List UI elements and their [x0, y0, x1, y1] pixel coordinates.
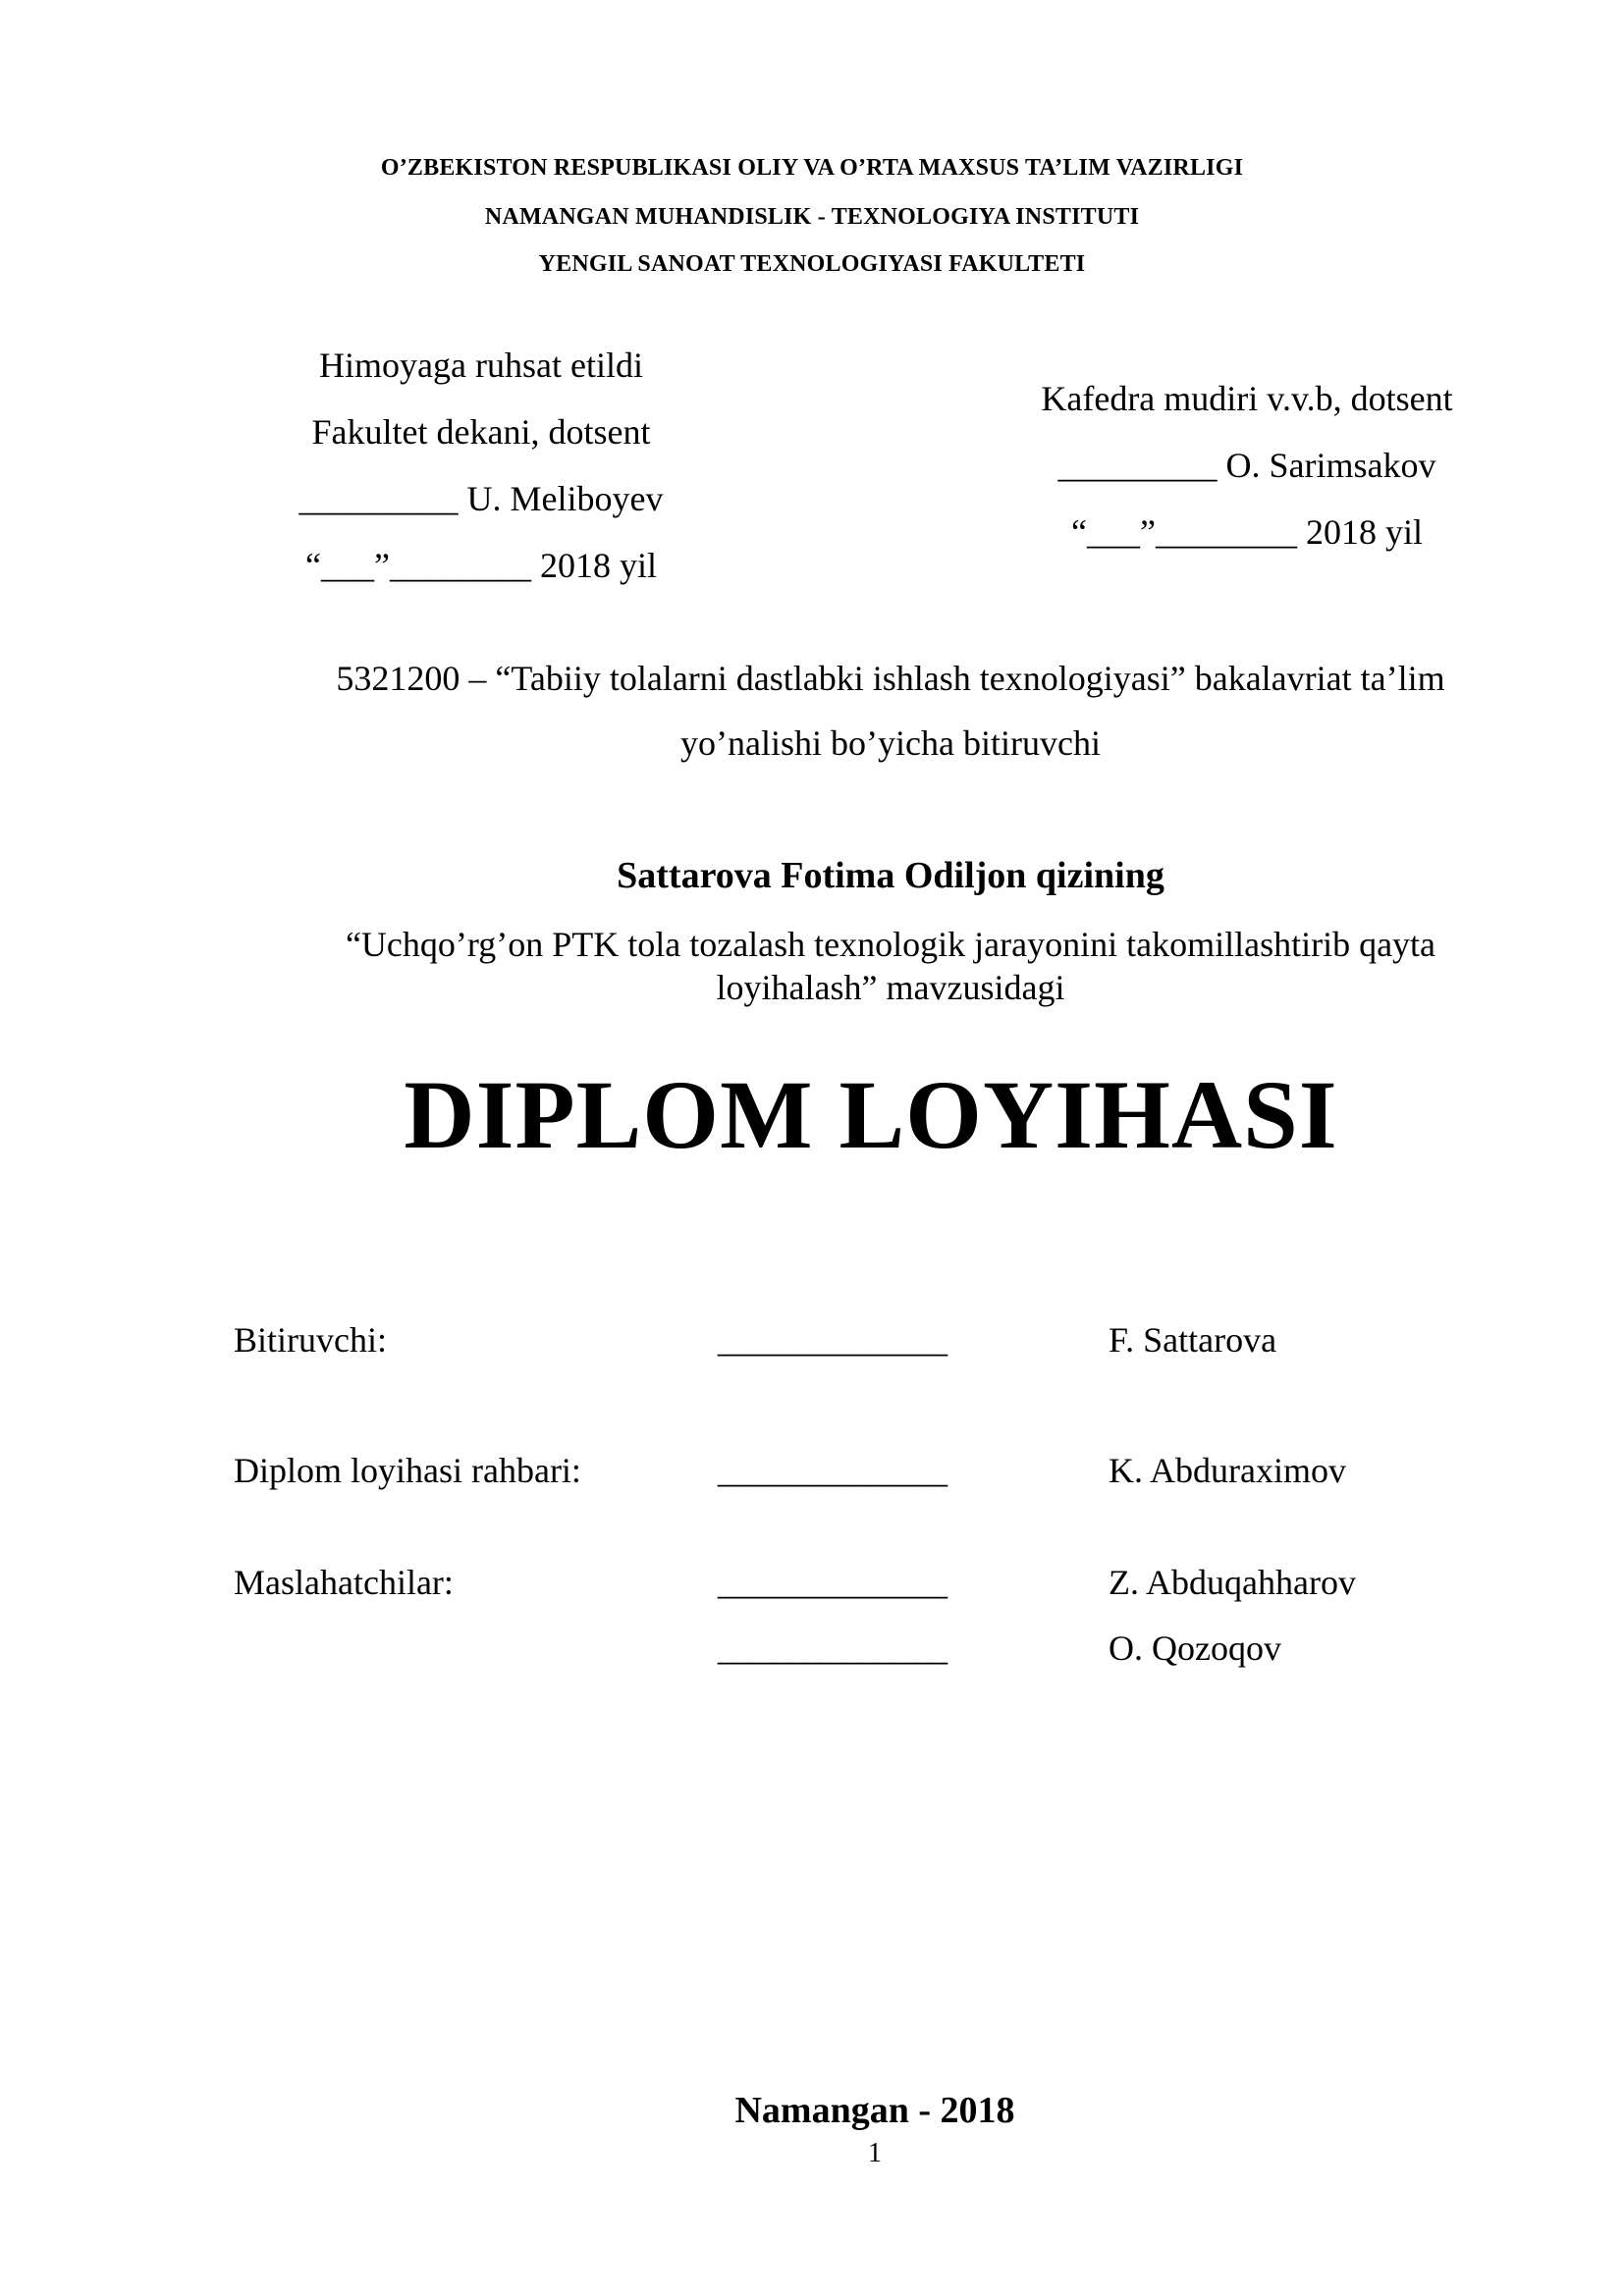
approval-right-line: Kafedra mudiri v.v.b, dotsent [1041, 379, 1453, 418]
approval-left-line: “___”________ 2018 yil [305, 546, 657, 585]
student-name: Sattarova Fotima Odiljon qizining [617, 855, 1164, 896]
institute-heading: NAMANGAN MUHANDISLIK - TEXNOLOGIYA INSTITUTI [484, 204, 1140, 230]
topic-line-2: loyihalash” mavzusidagi [716, 968, 1065, 1007]
signature-name: K. Abduraximov [1109, 1451, 1346, 1490]
specialty-line-1: 5321200 – “Tabiiy tolalarni dastlabki ishlash texnologiyasi” bakalavriat ta’lim [336, 659, 1445, 698]
signature-line: _____________ [718, 1320, 947, 1360]
document-title: DIPLOM LOYIHASI [404, 1060, 1338, 1169]
signature-label: Bitiruvchi: [234, 1320, 387, 1360]
topic-line-1: “Uchqo’rg’on PTK tola tozalash texnologik jarayonini takomillashtirib qayta [345, 925, 1436, 964]
signature-line: _____________ [718, 1563, 947, 1602]
approval-right-block [982, 365, 1512, 565]
specialty-line-2: yo’nalishi bo’yicha bitiruvchi [680, 723, 1101, 763]
approval-right-line: “___”________ 2018 yil [1071, 512, 1423, 552]
ministry-heading: O’ZBEKISTON RESPUBLIKASI OLIY VA O’RTA MAXSUS TA’LIM VAZIRLIGI [380, 155, 1244, 181]
footer-city-year: Namangan - 2018 [734, 2090, 1015, 2131]
signature-label: Diplom loyihasi rahbari: [234, 1451, 581, 1490]
page-number: 1 [868, 2138, 882, 2168]
signature-name: O. Qozoqov [1109, 1629, 1281, 1668]
approval-left-line: Himoyaga ruhsat etildi [319, 346, 643, 385]
signature-line: _____________ [718, 1451, 947, 1490]
signature-name: Z. Abduqahharov [1109, 1563, 1356, 1602]
faculty-heading: YENGIL SANOAT TEXNOLOGIYASI FAKULTETI [538, 251, 1086, 277]
approval-right-line: _________ O. Sarimsakov [1057, 446, 1436, 485]
signature-label: Maslahatchilar: [234, 1563, 454, 1602]
approval-left-line: Fakultet dekani, dotsent [311, 412, 651, 452]
approval-left-block [236, 332, 727, 599]
signature-line: _____________ [718, 1629, 947, 1668]
signature-name: F. Sattarova [1109, 1320, 1277, 1360]
approval-left-line: _________ U. Meliboyev [298, 479, 664, 518]
